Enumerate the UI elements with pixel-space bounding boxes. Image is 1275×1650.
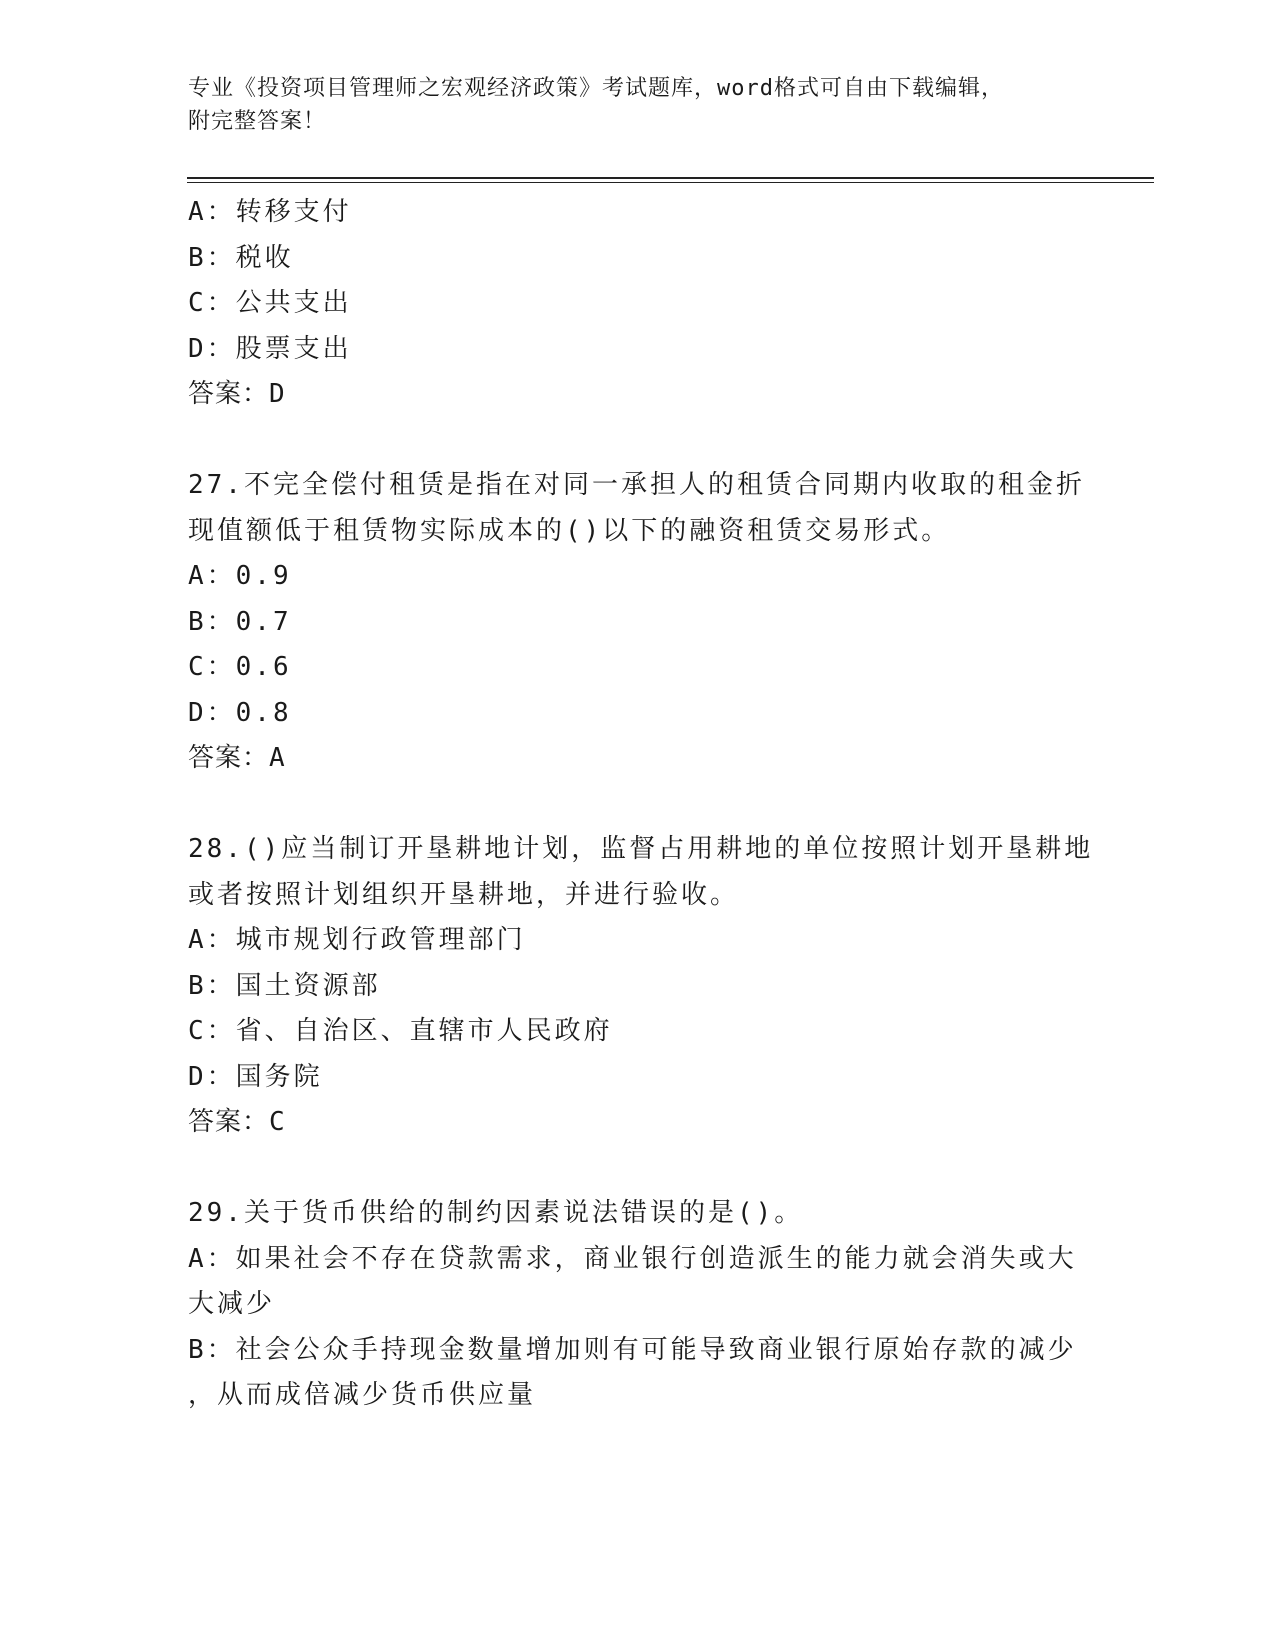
question-28 bbox=[188, 827, 1094, 1146]
option-a-line-1: A：如果社会不存在贷款需求，商业银行创造派生的能力就会消失或大 bbox=[188, 1243, 1077, 1274]
option-c: C：0.6 bbox=[188, 652, 292, 682]
option-b-line-2: ，从而成倍减少货币供应量 bbox=[188, 1380, 537, 1410]
option-a: A：0.9 bbox=[188, 561, 292, 591]
option-c: C：公共支出 bbox=[188, 288, 352, 318]
question-stem-line-2: 现值额低于租赁物实际成本的()以下的融资租赁交易形式。 bbox=[188, 515, 951, 546]
option-a: A：转移支付 bbox=[188, 197, 352, 227]
option-c: C：省、自治区、直辖市人民政府 bbox=[188, 1016, 613, 1046]
option-d: D：股票支出 bbox=[188, 333, 352, 364]
option-d: D：0.8 bbox=[188, 697, 292, 728]
option-b: B：国土资源部 bbox=[188, 970, 381, 1001]
question-stem-line-1: 27.不完全偿付租赁是指在对同一承担人的租赁合同期内收取的租金折 bbox=[188, 470, 1085, 500]
header-line-1: 专业《投资项目管理师之宏观经济政策》考试题库，word格式可自由下载编辑， bbox=[188, 76, 1004, 101]
question-stem-line-2: 或者按照计划组织开垦耕地，并进行验收。 bbox=[188, 879, 740, 910]
header-divider-thick bbox=[187, 177, 1154, 179]
document-header bbox=[188, 72, 1068, 138]
header-divider-thin bbox=[187, 182, 1154, 183]
option-a-line-2: 大减少 bbox=[188, 1289, 276, 1319]
question-29 bbox=[188, 1191, 1088, 1419]
question-content bbox=[188, 190, 1094, 1419]
option-b-line-1: B：社会公众手持现金数量增加则有可能导致商业银行原始存款的减少 bbox=[188, 1334, 1077, 1365]
header-line-2: 附完整答案！ bbox=[188, 109, 327, 134]
question-27 bbox=[188, 463, 1088, 782]
answer: 答案：D bbox=[188, 379, 286, 409]
answer: 答案：C bbox=[188, 1107, 286, 1137]
answer: 答案：A bbox=[188, 743, 286, 773]
option-b: B：税收 bbox=[188, 242, 294, 273]
question-stem-line-1: 28.()应当制订开垦耕地计划，监督占用耕地的单位按照计划开垦耕地 bbox=[188, 834, 1094, 864]
option-d: D：国务院 bbox=[188, 1061, 323, 1092]
option-a: A：城市规划行政管理部门 bbox=[188, 925, 526, 955]
option-b: B：0.7 bbox=[188, 606, 292, 637]
question-26 bbox=[188, 190, 1088, 418]
question-stem-line-1: 29.关于货币供给的制约因素说法错误的是()。 bbox=[188, 1198, 804, 1228]
